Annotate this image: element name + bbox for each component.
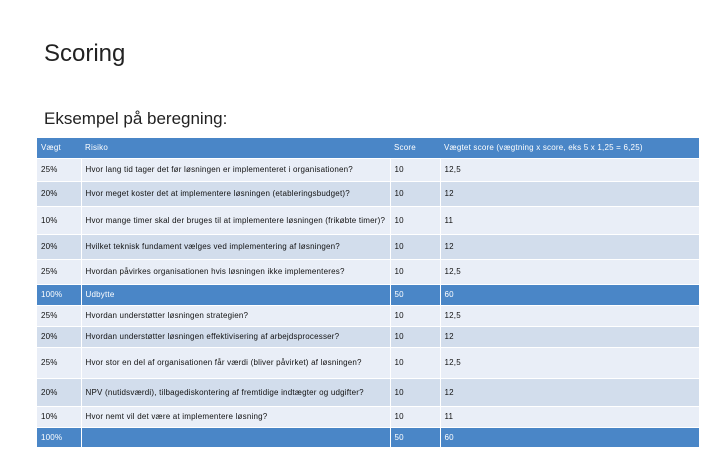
table-row bbox=[37, 159, 699, 182]
table-header-row bbox=[37, 138, 699, 159]
cell-score: 50 bbox=[390, 428, 440, 448]
cell-weight: 100% bbox=[37, 285, 81, 306]
cell-text: Hvor stor en del af organisationen får værdi (bliver påvirket) af løsningen? bbox=[81, 348, 390, 379]
cell-weight: 25% bbox=[37, 159, 81, 182]
table-row bbox=[37, 182, 699, 207]
cell-weighted: 12 bbox=[440, 235, 699, 260]
table-row bbox=[37, 327, 699, 348]
cell-weighted: 12,5 bbox=[440, 159, 699, 182]
cell-score: 10 bbox=[390, 159, 440, 182]
cell-score: 10 bbox=[390, 379, 440, 407]
cell-text: Hvor nemt vil det være at implementere løsning? bbox=[81, 407, 390, 428]
cell-weight: 25% bbox=[37, 260, 81, 285]
cell-weighted: 12,5 bbox=[440, 306, 699, 327]
cell-text: Hvordan påvirkes organisationen hvis løsningen ikke implementeres? bbox=[81, 260, 390, 285]
cell-score: 10 bbox=[390, 182, 440, 207]
cell-text: Hvilket teknisk fundament vælges ved implementering af løsningen? bbox=[81, 235, 390, 260]
cell-weighted: 11 bbox=[440, 207, 699, 235]
cell-text bbox=[81, 428, 390, 448]
cell-weighted: 12,5 bbox=[440, 348, 699, 379]
cell-score: 10 bbox=[390, 348, 440, 379]
table-row bbox=[37, 235, 699, 260]
cell-weighted: 60 bbox=[440, 285, 699, 306]
table-row bbox=[37, 379, 699, 407]
header-risk: Risiko bbox=[81, 138, 390, 159]
cell-score: 10 bbox=[390, 235, 440, 260]
cell-text: Hvor lang tid tager det før løsningen er implementeret i organisationen? bbox=[81, 159, 390, 182]
header-weight: Vægt bbox=[37, 138, 81, 159]
cell-weight: 25% bbox=[37, 348, 81, 379]
header-score: Score bbox=[390, 138, 440, 159]
header-weighted-score: Vægtet score (vægtning x score, eks 5 x 1,25 = 6,25) bbox=[440, 138, 699, 159]
table-row-total-benefit bbox=[37, 285, 699, 306]
cell-score: 10 bbox=[390, 407, 440, 428]
cell-weight: 10% bbox=[37, 407, 81, 428]
table-row bbox=[37, 260, 699, 285]
table-row bbox=[37, 306, 699, 327]
cell-text: Hvor meget koster det at implementere løsningen (etableringsbudget)? bbox=[81, 182, 390, 207]
cell-weight: 25% bbox=[37, 306, 81, 327]
cell-score: 50 bbox=[390, 285, 440, 306]
cell-text: Hvordan understøtter løsningen effektivisering af arbejdsprocesser? bbox=[81, 327, 390, 348]
cell-weight: 20% bbox=[37, 182, 81, 207]
cell-weighted: 60 bbox=[440, 428, 699, 448]
cell-text: Hvor mange timer skal der bruges til at implementere løsningen (frikøbte timer)? bbox=[81, 207, 390, 235]
cell-text: Hvordan understøtter løsningen strategien? bbox=[81, 306, 390, 327]
cell-weight: 20% bbox=[37, 327, 81, 348]
cell-weighted: 12 bbox=[440, 379, 699, 407]
cell-weighted: 12 bbox=[440, 327, 699, 348]
slide-title: Scoring bbox=[44, 40, 126, 67]
cell-weight: 100% bbox=[37, 428, 81, 448]
cell-score: 10 bbox=[390, 327, 440, 348]
cell-score: 10 bbox=[390, 207, 440, 235]
cell-weighted: 12 bbox=[440, 182, 699, 207]
cell-weighted: 11 bbox=[440, 407, 699, 428]
cell-text: NPV (nutidsværdi), tilbagediskontering af fremtidige indtægter og udgifter? bbox=[81, 379, 390, 407]
cell-score: 10 bbox=[390, 260, 440, 285]
cell-weight: 20% bbox=[37, 379, 81, 407]
scoring-table bbox=[37, 138, 700, 448]
table-row-total bbox=[37, 428, 699, 448]
table-row bbox=[37, 207, 699, 235]
slide-subtitle: Eksempel på beregning: bbox=[44, 109, 228, 128]
table-row bbox=[37, 407, 699, 428]
table-row bbox=[37, 348, 699, 379]
cell-weight: 10% bbox=[37, 207, 81, 235]
cell-weight: 20% bbox=[37, 235, 81, 260]
cell-text: Udbytte bbox=[81, 285, 390, 306]
cell-weighted: 12,5 bbox=[440, 260, 699, 285]
cell-score: 10 bbox=[390, 306, 440, 327]
